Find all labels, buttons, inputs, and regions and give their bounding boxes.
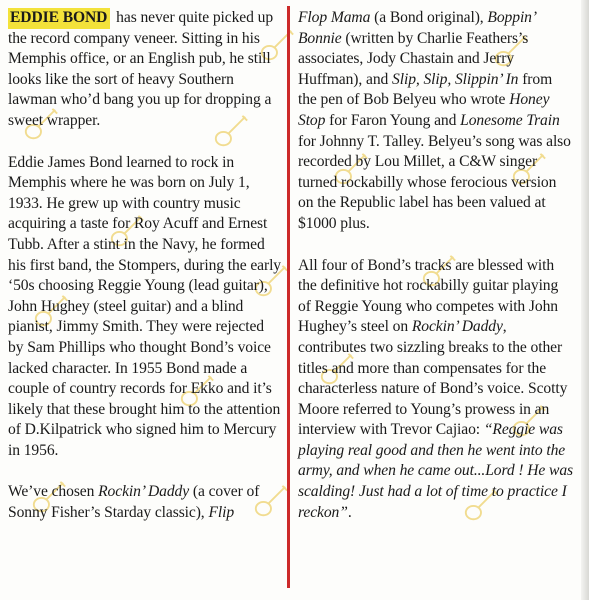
left-column: [8, 8, 282, 545]
quote-text: “Reggie was playing real good and then he went into the army, and when he came out...Lord ! He was scalding! Just had a lot of time to practice I reckon”: [298, 421, 574, 521]
tracks-continued-paragraph: [298, 8, 574, 235]
artist-name-highlight: EDDIE BOND: [8, 8, 110, 29]
guitar-text: , contributes two sizzling breaks to the other titles and more than compensates for the characterless nature of Bond’s voice. Scotty Moore referred to Young’s prowess in an interview with Trevor Cajiao:: [298, 318, 568, 439]
tracks-paragraph: [8, 482, 282, 523]
song-title: Honey Stop: [298, 91, 550, 129]
tracks-text: (a Bond original),: [374, 9, 484, 26]
tracks-text: (written by Charlie Feathers’s associates, Jody Chastain and Jerry Huffman), and: [298, 29, 529, 88]
song-title: Boppin’ Bonnie: [298, 9, 536, 47]
column-divider: [287, 6, 290, 588]
biography-paragraph: Eddie James Bond learned to rock in Memphis where he was born on July 1, 1933. He grew up with country music acquiring a taste for Roy Acuff and Ernest Tubb. After a stint in the Navy, he formed his first band, the Stompers, during the early ‘50s choosing Reggie Young (lead guitar), John Hughey (steel guitar) and a blind pianist, Jimmy Smith. They were rejected by Sam Phillips who thought Bond’s voice lacked character. In 1955 Bond made a couple of country records for Ekko and it’s likely that these brought him to the attention of D.Kilpatrick who signed him to Mercury in 1956.: [8, 153, 282, 459]
intro-paragraph: [8, 8, 282, 132]
tracks-text: from the pen of Bob Belyeu who wrote: [298, 70, 553, 109]
intro-text: has never quite picked up the record company veneer. Sitting in his Memphis office, or an English pub, he still looks like the sort of heavy Southern lawman who’d bang you up for dropping a sweet wrapper.: [8, 9, 274, 129]
song-title: Rockin’ Daddy: [98, 483, 190, 501]
song-title: Slip, Slip, Slippin’ In: [392, 70, 519, 88]
song-title: Flop Mama: [298, 9, 371, 26]
guitar-text: All four of Bond’s tracks are blessed with the definitive hot rockabilly guitar playing of Reggie Young who competes with John Hughey’s steel on: [298, 256, 559, 336]
tracks-text: We’ve chosen: [8, 483, 95, 501]
song-title: Rockin’ Daddy: [411, 318, 503, 336]
tracks-text: for Johnny T. Talley. Belyeu’s song was also recorded by Lou Millet, a C&W singer turned rockabilly whose ferocious version on the Republic label has been valued at $1000 plus.: [298, 132, 571, 232]
guitar-paragraph: [298, 256, 574, 524]
song-title: Flip: [208, 504, 235, 522]
tracks-text: for Faron Young and: [329, 111, 457, 129]
song-title: Lonesome Train: [460, 111, 560, 129]
guitar-text: .: [347, 503, 352, 521]
right-column: [298, 8, 574, 544]
tracks-text: (a cover of Sonny Fisher’s Starday classic),: [8, 483, 260, 522]
